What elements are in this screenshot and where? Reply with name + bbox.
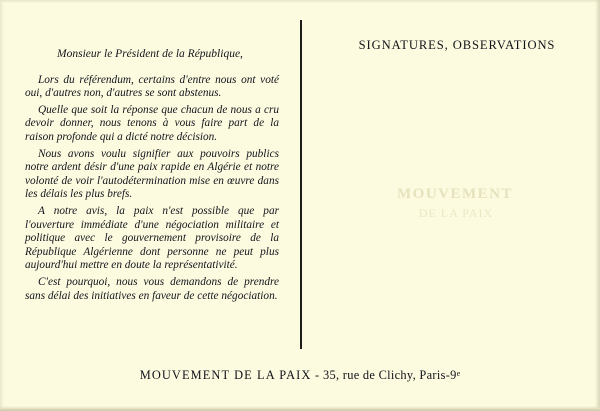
letter-paragraph-4: A notre avis, la paix n'est possible que par l'ouverture immédiate d'une négociation militaire et politique avec le gouvernement provisoire de la République Algérienne dont personne ne peut plus aujourd'hui mettre en doute la représentativité. (25, 204, 279, 272)
card-edge-right (595, 0, 600, 411)
letter-paragraph-3: Nous avons voulu signifier aux pouvoirs publics notre ardent désir d'une paix rapide en Algérie et notre volonté de voir l'autodétermination mise en œuvre dans les délais les plus brefs. (25, 147, 279, 201)
letter-paragraph-5: C'est pourquoi, nous vous demandons de prendre sans délai des initiatives en faveur de cette négociation. (25, 275, 279, 302)
signatures-observations-heading: SIGNATURES, OBSERVATIONS (358, 38, 556, 52)
column-divider-rule (300, 20, 302, 349)
letter-paragraph-1: Lors du référendum, certains d'entre nous ont voté oui, d'autres non, d'autres se sont abstenus. (25, 73, 279, 100)
footer-organization-name: MOUVEMENT DE LA PAIX (139, 368, 312, 382)
letter-paragraph-2: Quelle que soit la réponse que chacun de nous a cru devoir donner, nous tenons à vous faire part de la raison profonde qui a dicté notre décision. (25, 103, 279, 143)
card-edge-left (0, 0, 4, 411)
card-edge-bottom (0, 406, 600, 411)
footer-address: 35, rue de Clichy, Paris-9 (322, 368, 457, 382)
letter-salutation: Monsieur le Président de la République, (57, 48, 243, 60)
footer-imprint (0, 368, 600, 383)
footer-arrondissement-suffix: e (456, 368, 461, 378)
card-edge-top (0, 0, 600, 3)
footer-separator: - (311, 368, 323, 382)
reverse-side-showthrough-line1: MOUVEMENT (397, 186, 513, 202)
reverse-side-showthrough-line2: DE LA PAIX (418, 206, 494, 220)
letter-body (25, 48, 279, 303)
